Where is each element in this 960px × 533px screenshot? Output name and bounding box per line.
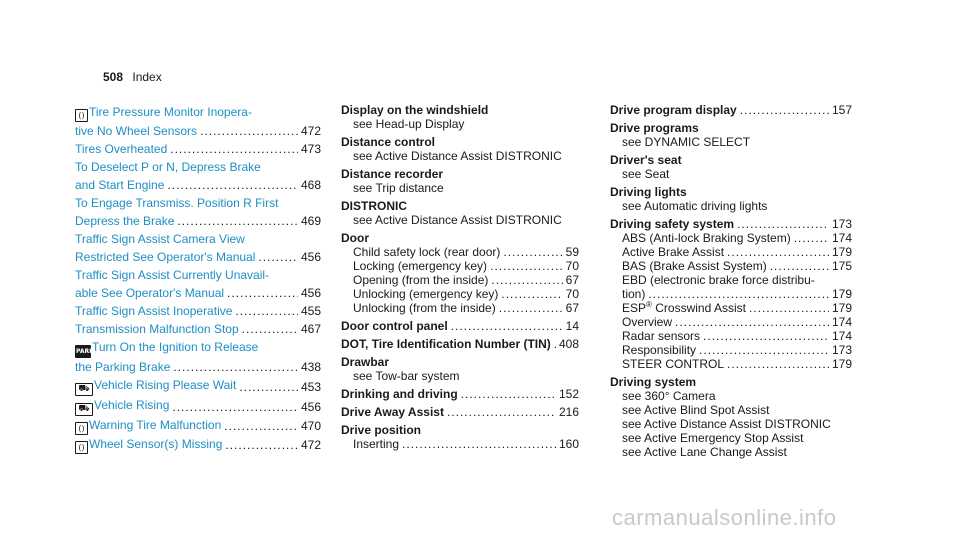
- page-ref[interactable]: 174: [831, 315, 852, 329]
- entry-text[interactable]: ESP: [622, 301, 647, 315]
- heading-row[interactable]: [341, 405, 579, 419]
- see-reference[interactable]: see Active Lane Change Assist: [622, 445, 787, 459]
- index-entry-drive-program-display: [610, 103, 852, 117]
- page-ref[interactable]: 468: [300, 178, 321, 192]
- page-ref[interactable]: 456: [300, 250, 321, 264]
- leader-dots: [173, 358, 298, 376]
- leader-dots: [225, 436, 298, 454]
- entry-heading: Drawbar: [341, 355, 390, 369]
- leader-dots: [499, 301, 563, 315]
- entry-text[interactable]: Responsibility: [622, 343, 697, 357]
- page-ref[interactable]: 67: [565, 273, 579, 287]
- entry-heading: Display on the windshield: [341, 103, 489, 117]
- page-ref[interactable]: 59: [565, 245, 579, 259]
- entry-text[interactable]: Vehicle Rising: [94, 398, 170, 412]
- entry-heading: Drive program display: [610, 103, 737, 117]
- entry-text[interactable]: STEER CONTROL: [622, 357, 725, 371]
- entry-heading: Door: [341, 231, 369, 245]
- entry-text[interactable]: the Parking Brake: [75, 360, 171, 374]
- entry-heading: Driving safety system: [610, 217, 735, 231]
- page-ref[interactable]: 175: [831, 259, 852, 273]
- leader-dots: [461, 387, 556, 401]
- see-reference[interactable]: see Active Distance Assist DISTRONIC: [353, 213, 562, 227]
- page-ref[interactable]: 179: [831, 301, 852, 315]
- entry-text[interactable]: Traffic Sign Assist Inoperative: [75, 304, 233, 318]
- entry-text[interactable]: Turn On the Ignition to Release: [92, 340, 259, 354]
- leader-dots: [554, 337, 556, 351]
- index-entry-drive-programs: [610, 121, 852, 149]
- entry-heading: Distance recorder: [341, 167, 444, 181]
- heading-row[interactable]: [341, 319, 579, 333]
- tire-pressure-icon: (): [75, 422, 88, 435]
- entry-heading: Driving lights: [610, 185, 687, 199]
- entry-text[interactable]: Depress the Brake: [75, 214, 175, 228]
- leader-dots: [501, 287, 562, 301]
- leader-dots: [258, 248, 298, 266]
- entry-text[interactable]: tion): [622, 287, 646, 301]
- page-ref[interactable]: 160: [558, 437, 579, 451]
- see-reference[interactable]: see Tow-bar system: [353, 369, 460, 383]
- entry-text[interactable]: Transmission Malfunction Stop: [75, 322, 239, 336]
- index-entry-deselect[interactable]: To Deselect P or N, Depress Brake: [75, 160, 261, 174]
- index-entry-engage-cont[interactable]: [75, 212, 321, 230]
- entry-heading: Drive Away Assist: [341, 405, 444, 419]
- index-entry-door-panel: [341, 319, 579, 333]
- page-header: [103, 70, 162, 84]
- page-ref[interactable]: 455: [300, 304, 321, 318]
- page-ref[interactable]: 473: [300, 142, 321, 156]
- page-ref[interactable]: 456: [300, 400, 321, 414]
- heading-row[interactable]: [610, 103, 852, 117]
- page-ref[interactable]: 67: [565, 301, 579, 315]
- entry-heading: Driving system: [610, 375, 697, 389]
- page-ref[interactable]: 470: [300, 419, 321, 433]
- registered-mark: ®: [646, 300, 652, 309]
- index-entry-warning-tire[interactable]: [75, 416, 321, 435]
- index-column-2: [341, 103, 579, 455]
- entry-text[interactable]: Unlocking (emergency key): [353, 287, 499, 301]
- index-entry-distance-recorder: [341, 167, 579, 195]
- page-ref[interactable]: 157: [831, 103, 852, 117]
- entry-heading: Distance control: [341, 135, 436, 149]
- index-entry-door: [341, 231, 579, 315]
- index-entry-drive-position: [341, 423, 579, 451]
- entry-text[interactable]: Tires Overheated: [75, 142, 168, 156]
- see-reference[interactable]: see Active Blind Spot Assist: [622, 403, 770, 417]
- see-reference[interactable]: see DYNAMIC SELECT: [622, 135, 751, 149]
- leader-dots: [451, 319, 563, 333]
- index-entry-tsa-camera-cont[interactable]: [75, 248, 321, 266]
- leader-dots: [170, 140, 298, 158]
- heading-row[interactable]: [610, 217, 852, 231]
- sub-entry[interactable]: [610, 343, 852, 357]
- leader-dots: [490, 259, 563, 273]
- entry-text[interactable]: Warning Tire Malfunction: [89, 418, 222, 432]
- page-ref[interactable]: 179: [831, 287, 852, 301]
- leader-dots: [794, 231, 829, 245]
- page-ref[interactable]: 173: [831, 343, 852, 357]
- entry-text[interactable]: able See Operator's Manual: [75, 286, 225, 300]
- page-ref[interactable]: 438: [300, 360, 321, 374]
- leader-dots: [239, 378, 298, 396]
- entry-text[interactable]: Opening (from the inside): [353, 273, 489, 287]
- entry-text[interactable]: BAS (Brake Assist System): [622, 259, 767, 273]
- see-reference[interactable]: see Head-up Display: [353, 117, 465, 131]
- watermark: carmanualsonline.info: [612, 505, 837, 530]
- entry-text[interactable]: Crosswind Assist: [651, 301, 746, 315]
- index-entry-ignition[interactable]: [75, 338, 321, 358]
- sub-entry[interactable]: [610, 329, 852, 343]
- sub-entry[interactable]: [610, 287, 852, 301]
- entry-heading: DISTRONIC: [341, 199, 407, 213]
- sub-entry[interactable]: [610, 301, 852, 315]
- leader-dots: [675, 315, 829, 329]
- leader-dots: [503, 245, 562, 259]
- leader-dots: [740, 103, 829, 117]
- index-entry-drivers-seat: [610, 153, 852, 181]
- index-entry-deselect-cont[interactable]: [75, 176, 321, 194]
- index-entry-drinking: [341, 387, 579, 401]
- index-entry-ignition-cont[interactable]: [75, 358, 321, 376]
- index-entry-driving-system: [610, 375, 852, 459]
- see-reference[interactable]: see Automatic driving lights: [622, 199, 768, 213]
- page-ref[interactable]: 179: [831, 357, 852, 371]
- see-reference[interactable]: see Active Distance Assist DISTRONIC: [622, 417, 831, 431]
- entry-heading: Door control panel: [341, 319, 448, 333]
- index-entry-drive-away: [341, 405, 579, 419]
- index-entry-tsa-unavailable-cont[interactable]: [75, 284, 321, 302]
- index-entry-driving-lights: [610, 185, 852, 213]
- index-entry-tsa-inoperative[interactable]: [75, 302, 321, 320]
- page-ref[interactable]: 408: [558, 337, 579, 351]
- leader-dots: [177, 212, 298, 230]
- see-reference[interactable]: see Active Distance Assist DISTRONIC: [353, 149, 562, 163]
- heading-row[interactable]: [341, 387, 579, 401]
- see-reference[interactable]: see Active Emergency Stop Assist: [622, 431, 804, 445]
- leader-dots: [699, 343, 829, 357]
- leader-dots: [737, 217, 829, 231]
- entry-text[interactable]: Tire Pressure Monitor Inopera-: [89, 105, 252, 119]
- page-ref[interactable]: 467: [300, 322, 321, 336]
- index-column-1: [75, 103, 321, 454]
- page-ref[interactable]: 70: [565, 259, 579, 273]
- entry-heading: Drive programs: [610, 121, 699, 135]
- index-entry-display-windshield: [341, 103, 579, 131]
- page-ref[interactable]: 456: [300, 286, 321, 300]
- page-ref[interactable]: 174: [831, 231, 852, 245]
- car-lift-icon: ⛟: [75, 403, 93, 416]
- leader-dots: [200, 122, 298, 140]
- see-reference[interactable]: see 360° Camera: [622, 389, 716, 403]
- sub-entry[interactable]: [341, 273, 579, 287]
- leader-dots: [749, 301, 829, 315]
- leader-dots: [224, 417, 298, 435]
- sub-entry[interactable]: [341, 259, 579, 273]
- index-entry-transmission-malfunction[interactable]: [75, 320, 321, 338]
- entry-heading: Drinking and driving: [341, 387, 458, 401]
- leader-dots: [703, 329, 829, 343]
- page-ref[interactable]: 173: [831, 217, 852, 231]
- see-reference[interactable]: see Trip distance: [353, 181, 444, 195]
- index-entry-vehicle-rising[interactable]: [75, 396, 321, 416]
- entry-heading: DOT, Tire Identification Number (TIN): [341, 337, 551, 351]
- index-entry-tires-overheated[interactable]: [75, 140, 321, 158]
- sub-entry[interactable]: [610, 231, 852, 245]
- sub-entry[interactable]: [610, 245, 852, 259]
- index-entry-tire-pressure[interactable]: [75, 103, 321, 122]
- entry-heading: Drive position: [341, 423, 422, 437]
- entry-text[interactable]: tive No Wheel Sensors: [75, 124, 198, 138]
- page-ref[interactable]: 216: [558, 405, 579, 419]
- leader-dots: [227, 284, 298, 302]
- leader-dots: [727, 245, 829, 259]
- entry-text[interactable]: ABS (Anti-lock Braking System): [622, 231, 791, 245]
- entry-text[interactable]: Inserting: [353, 437, 400, 451]
- entry-text[interactable]: Child safety lock (rear door): [353, 245, 501, 259]
- leader-dots: [770, 259, 829, 273]
- index-entry-distronic: [341, 199, 579, 227]
- entry-text[interactable]: and Start Engine: [75, 178, 165, 192]
- sub-entry[interactable]: [341, 287, 579, 301]
- entry-text[interactable]: Restricted See Operator's Manual: [75, 250, 256, 264]
- see-reference[interactable]: see Seat: [622, 167, 670, 181]
- sub-entry[interactable]: [341, 301, 579, 315]
- page-ref[interactable]: 453: [300, 380, 321, 394]
- sub-entry[interactable]: [341, 437, 579, 451]
- car-lift-icon: ⛟: [75, 383, 93, 396]
- leader-dots: [648, 287, 829, 301]
- leader-dots: [235, 302, 298, 320]
- index-entry-engage[interactable]: To Engage Transmiss. Position R First: [75, 196, 279, 210]
- leader-dots: [447, 405, 556, 419]
- leader-dots: [167, 176, 298, 194]
- page-ref[interactable]: 472: [300, 124, 321, 138]
- entry-text[interactable]: Radar sensors: [622, 329, 701, 343]
- index-entry-tire-pressure-cont[interactable]: [75, 122, 321, 140]
- index-column-3: [610, 103, 852, 463]
- leader-dots: [402, 437, 556, 451]
- park-icon: PARK: [75, 345, 91, 358]
- index-entry-vehicle-rising-wait[interactable]: [75, 376, 321, 396]
- page-ref[interactable]: 174: [831, 329, 852, 343]
- entry-text[interactable]: Wheel Sensor(s) Missing: [89, 437, 223, 451]
- page-ref[interactable]: 179: [831, 245, 852, 259]
- page-number: 508: [103, 70, 124, 84]
- index-entry-tsa-unavailable[interactable]: Traffic Sign Assist Currently Unavail-: [75, 268, 270, 282]
- entry-text[interactable]: Unlocking (from the inside): [353, 301, 496, 315]
- entry-text[interactable]: Active Brake Assist: [622, 245, 725, 259]
- page-ref[interactable]: 14: [565, 319, 579, 333]
- leader-dots: [172, 398, 298, 416]
- sub-entry[interactable]: [610, 357, 852, 371]
- sub-entry[interactable]: [610, 315, 852, 329]
- page-ref[interactable]: 469: [300, 214, 321, 228]
- heading-row[interactable]: [341, 337, 579, 351]
- index-entry-drawbar: [341, 355, 579, 383]
- index-entry-tsa-camera[interactable]: Traffic Sign Assist Camera View: [75, 232, 245, 246]
- entry-text[interactable]: Vehicle Rising Please Wait: [94, 378, 237, 392]
- leader-dots: [727, 357, 829, 371]
- tire-pressure-icon: (): [75, 441, 88, 454]
- section-title: Index: [132, 70, 162, 84]
- leader-dots: [242, 320, 298, 338]
- page-ref[interactable]: 70: [565, 287, 579, 301]
- sub-entry[interactable]: [341, 245, 579, 259]
- sub-entry[interactable]: [610, 259, 852, 273]
- index-entry-dot: [341, 337, 579, 351]
- entry-heading: Driver's seat: [610, 153, 682, 167]
- tire-pressure-icon: (): [75, 109, 88, 122]
- entry-text[interactable]: Overview: [622, 315, 673, 329]
- leader-dots: [491, 273, 562, 287]
- index-entry-driving-safety: [610, 217, 852, 371]
- page-ref[interactable]: 152: [558, 387, 579, 401]
- entry-text[interactable]: EBD (electronic brake force distribu-: [622, 273, 815, 287]
- index-entry-distance-control: [341, 135, 579, 163]
- page-ref[interactable]: 472: [300, 438, 321, 452]
- index-entry-wheel-missing[interactable]: [75, 435, 321, 454]
- entry-text[interactable]: Locking (emergency key): [353, 259, 488, 273]
